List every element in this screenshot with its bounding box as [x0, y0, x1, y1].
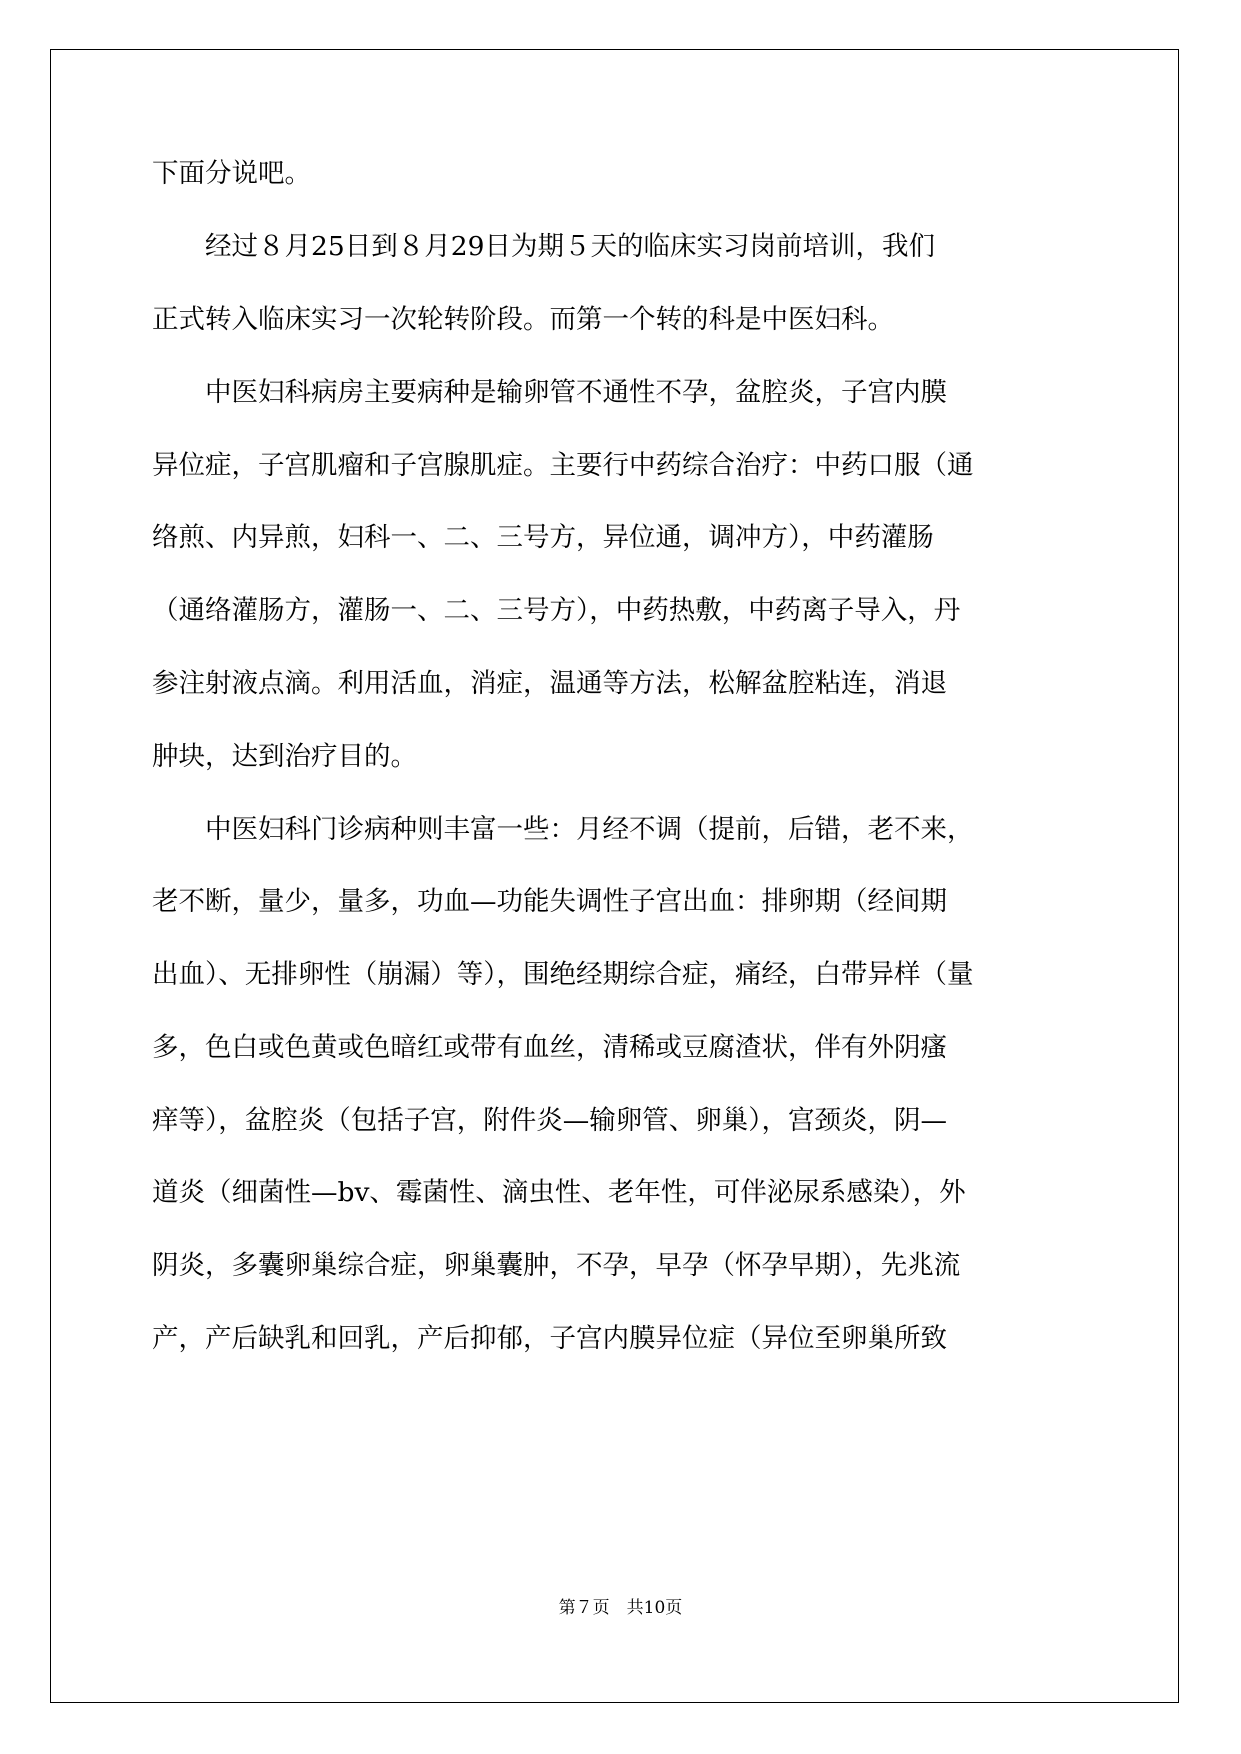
- text-line: 肿块，达到治疗目的。: [152, 741, 417, 772]
- text-line: 痒等），盆腔炎（包括子宫，附件炎—输卵管、卵巢），宫颈炎，阴—: [152, 1105, 947, 1136]
- text-line: 正式转入临床实习一次轮转阶段。而第一个转的科是中医妇科。: [152, 304, 894, 335]
- text-line: 异位症，子宫肌瘤和子宫腺肌症。主要行中药综合治疗：中药口服（通: [152, 450, 974, 481]
- text-line: 下面分说吧。: [152, 158, 311, 189]
- text-line: 中医妇科病房主要病种是输卵管不通性不孕，盆腔炎，子宫内膜: [205, 377, 947, 408]
- text-line: 参注射液点滴。利用活血，消症，温通等方法，松解盆腔粘连，消退: [152, 668, 947, 699]
- text-line: 道炎（细菌性—bv、霉菌性、滴虫性、老年性，可伴泌尿系感染），外: [152, 1177, 966, 1208]
- page-number-footer: 第７页 共10页: [558, 1598, 683, 1618]
- text-line: 老不断，量少，量多，功血—功能失调性子宫出血：排卵期（经间期: [152, 886, 947, 917]
- text-line: 产，产后缺乳和回乳，产后抑郁，子宫内膜异位症（异位至卵巢所致: [152, 1323, 947, 1354]
- text-line: 多，色白或色黄或色暗红或带有血丝，清稀或豆腐渣状，伴有外阴瘙: [152, 1032, 947, 1063]
- text-line: 出血）、无排卵性（崩漏）等），围绝经期综合症，痛经，白带异样（量: [152, 959, 974, 990]
- page-border: [50, 49, 1179, 1703]
- text-line: 阴炎，多囊卵巢综合症，卵巢囊肿，不孕，早孕（怀孕早期），先兆流: [152, 1250, 961, 1281]
- text-line: 中医妇科门诊病种则丰富一些：月经不调（提前，后错，老不来，: [205, 814, 974, 845]
- text-line: 络煎、内异煎，妇科一、二、三号方，异位通，调冲方），中药灌肠: [152, 522, 934, 553]
- text-line: 经过８月25日到８月29日为期５天的临床实习岗前培训，我们: [205, 231, 935, 262]
- text-line: （通络灌肠方，灌肠一、二、三号方），中药热敷，中药离子导入，丹: [152, 595, 961, 626]
